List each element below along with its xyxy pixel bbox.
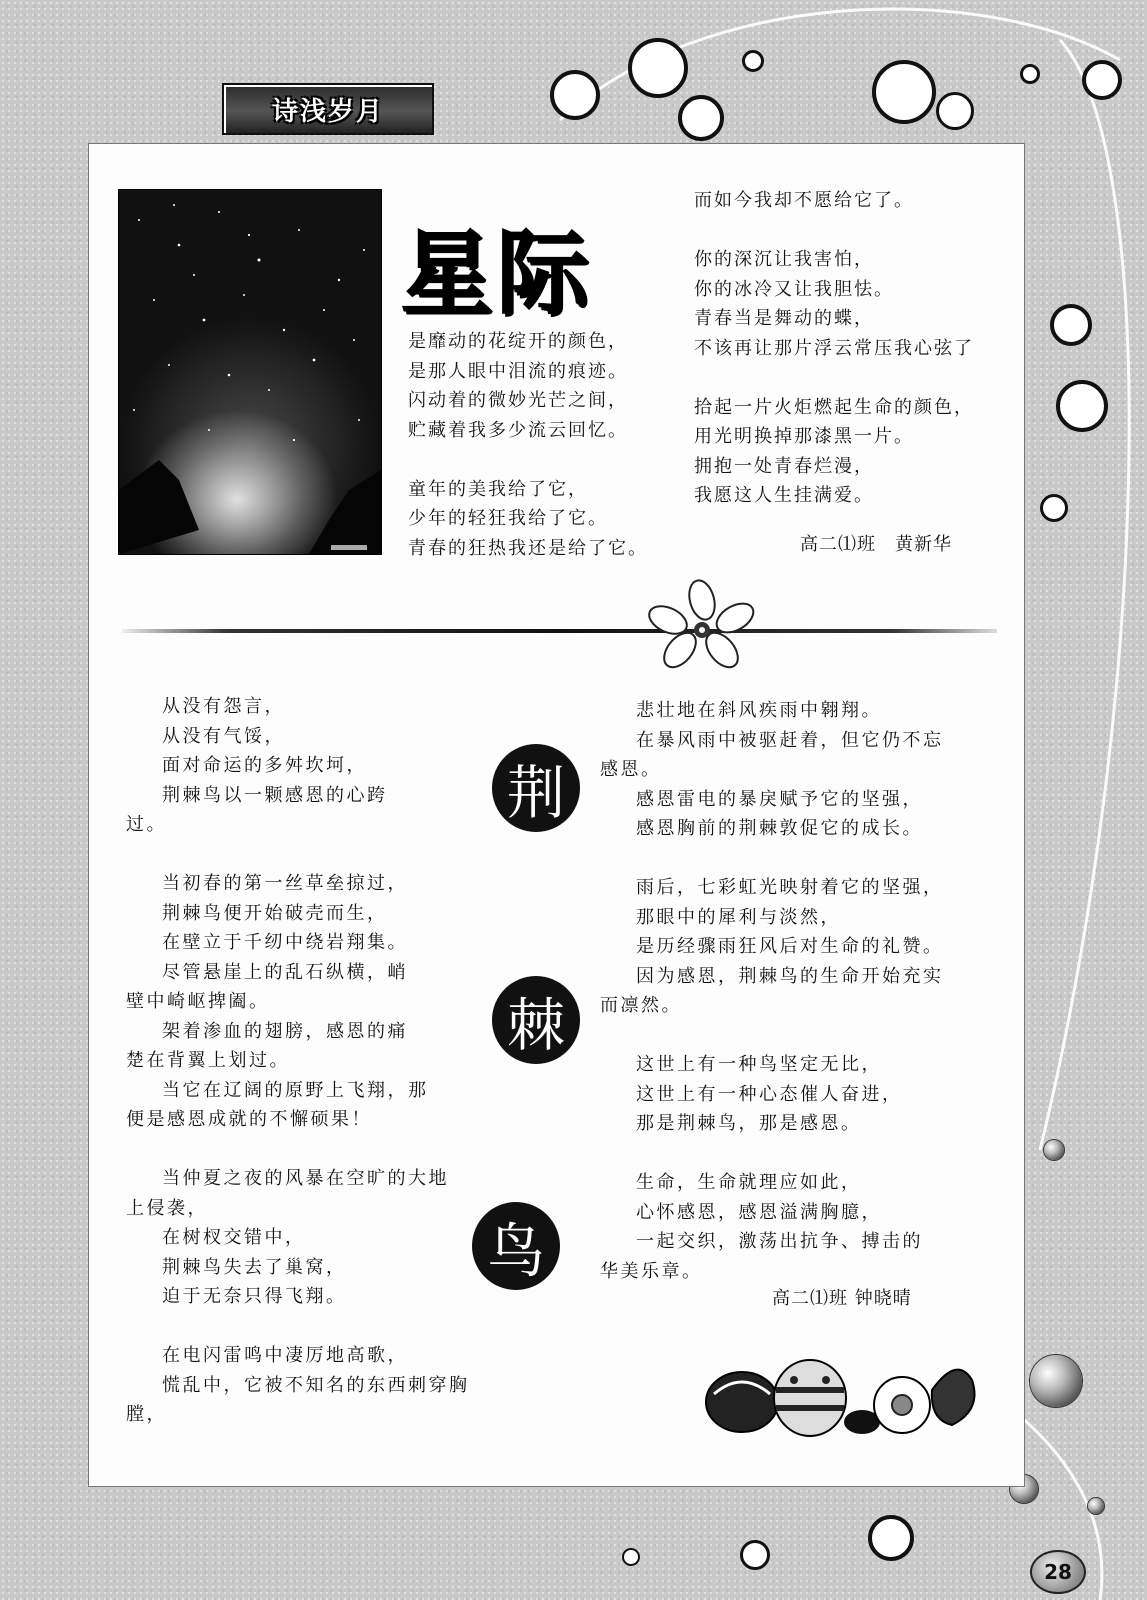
decorative-ring	[1056, 380, 1108, 432]
photo-credit-mark	[331, 545, 367, 550]
stanza-gap	[600, 1139, 1000, 1169]
poem-line: 在暴风雨中被驱赶着，但它仍不忘	[636, 729, 944, 751]
decorative-ring	[1050, 304, 1092, 346]
flower-icon	[640, 578, 760, 678]
decorative-ring	[740, 1540, 770, 1570]
decorative-ring	[1020, 64, 1040, 84]
stanza-gap	[408, 445, 648, 475]
poem-line: 膛，	[126, 1404, 167, 1425]
decorative-ring	[872, 60, 936, 124]
poem-line: 壁中崎岖捭阖。	[126, 991, 270, 1012]
poem-line: 你的深沉让我害怕，	[694, 249, 874, 270]
decorative-ring	[868, 1515, 914, 1561]
decorative-bead	[1030, 1355, 1082, 1407]
page-number: 28	[1030, 1550, 1086, 1594]
stanza-gap	[694, 363, 974, 393]
poem-line: 从没有怨言，	[162, 696, 285, 717]
poem-line: 生命，生命就理应如此，	[636, 1172, 862, 1193]
decorative-ring	[628, 38, 688, 98]
poem-line: 贮藏着我多少流云回忆。	[408, 419, 628, 441]
decorative-bead	[1044, 1140, 1064, 1160]
poem-column-1	[408, 327, 648, 563]
section-tab	[222, 83, 434, 135]
poem-column-2	[694, 186, 974, 511]
poem-line: 当它在辽阔的原野上飞翔，那	[162, 1079, 429, 1101]
night-sky-photo	[118, 189, 382, 555]
poem-line: 一起交织，激荡出抗争、搏击的	[636, 1231, 923, 1252]
title-char-disc: 荆	[492, 744, 580, 832]
poem-line: 这世上有一种心态催人奋进，	[636, 1083, 903, 1105]
stanza-gap	[126, 840, 526, 870]
poem-line: 面对命运的多舛坎坷，	[162, 755, 367, 776]
poem-line: 是历经骤雨狂风后对生命的礼赞。	[636, 936, 944, 957]
title-char-disc: 鸟	[472, 1202, 560, 1290]
poem-line: 青春当是舞动的蝶，	[694, 308, 874, 329]
poem-line: 悲壮地在斜风疾雨中翱翔。	[636, 700, 882, 721]
stanza-gap	[694, 216, 974, 246]
poem-author: 高二⑴班 钟晓晴	[772, 1288, 912, 1309]
stanza-gap	[600, 1021, 1000, 1051]
poem-line: 当初春的第一丝草垒掠过，	[162, 873, 408, 894]
poem-author: 高二⑴班 黄新华	[800, 534, 952, 555]
poem-line: 架着渗血的翅膀，感恩的痛	[162, 1020, 408, 1042]
poem-line: 感恩胸前的荆棘敦促它的成长。	[636, 818, 923, 839]
poem-line: 是那人眼中泪流的痕迹。	[408, 360, 628, 382]
poem-line: 过。	[126, 814, 167, 835]
poem-line: 心怀感恩，感恩溢满胸臆，	[636, 1201, 882, 1223]
decorative-ring	[678, 95, 724, 141]
poem-line: 迫于无奈只得飞翔。	[162, 1286, 347, 1307]
stanza-gap	[126, 1135, 526, 1165]
stanza-gap	[600, 844, 1000, 874]
poem-line: 当仲夏之夜的风暴在空旷的大地	[162, 1168, 449, 1189]
poem-body-right	[600, 696, 1000, 1286]
poem-line: 是靡动的花绽开的颜色，	[408, 331, 628, 352]
decorative-ring	[1040, 494, 1068, 522]
poem-line: 因为感恩，荆棘鸟的生命开始充实	[636, 965, 944, 987]
star-field	[119, 190, 381, 554]
poem-line: 便是感恩成就的不懈硕果！	[126, 1109, 372, 1130]
poem-line: 华美乐章。	[600, 1260, 703, 1282]
poem-line: 在树杈交错中，	[162, 1227, 306, 1248]
decorative-ring	[550, 70, 600, 120]
decorative-ring	[1082, 60, 1122, 100]
easter-eggs-illustration	[702, 1350, 982, 1440]
section-divider	[122, 629, 997, 633]
title-char-disc: 棘	[492, 976, 580, 1064]
poem-line: 青春的狂热我还是给了它。	[408, 537, 648, 559]
poem-line: 不该再让那片浮云常压我心弦了	[694, 337, 974, 359]
poem-line: 那是荆棘鸟，那是感恩。	[636, 1113, 862, 1134]
poem-line: 荆棘鸟以一颗感恩的心跨	[162, 784, 388, 806]
poem-line: 感恩雷电的暴戾赋予它的坚强，	[636, 788, 923, 810]
stanza-gap	[126, 1312, 526, 1342]
poem-line: 用光明换掉那漆黑一片。	[694, 426, 914, 447]
poem-line: 童年的美我给了它，	[408, 478, 588, 500]
poem-line: 你的冰冷又让我胆怯。	[694, 278, 894, 300]
poem-line: 慌乱中，它被不知名的东西刺穿胸	[162, 1374, 470, 1396]
poem-line: 那眼中的犀利与淡然，	[636, 906, 841, 928]
poem-line: 而凛然。	[600, 995, 682, 1016]
poem-line: 上侵袭，	[126, 1197, 208, 1219]
poem-line: 尽管悬崖上的乱石纵横，峭	[162, 961, 408, 983]
poem-line: 这世上有一种鸟坚定无比，	[636, 1054, 882, 1075]
poem-line: 雨后，七彩虹光映射着它的坚强，	[636, 877, 944, 898]
section-label: 诗浅岁月	[271, 96, 384, 127]
poem-line: 在壁立于千纫中绕岩翔集。	[162, 932, 408, 953]
poem-line: 我愿这人生挂满爱。	[694, 485, 874, 506]
poem-line: 荆棘鸟失去了巢窝，	[162, 1256, 347, 1278]
poem-title: 星际	[400, 220, 593, 327]
poem-line: 从没有气馁，	[162, 725, 285, 747]
decorative-ring	[742, 50, 764, 72]
poem-line: 感恩。	[600, 759, 662, 780]
decorative-ring	[622, 1548, 640, 1566]
poem-line: 楚在背翼上划过。	[126, 1050, 290, 1071]
poem-line: 拥抱一处青春烂漫，	[694, 455, 874, 477]
poem-line: 闪动着的微妙光芒之间，	[408, 390, 628, 411]
decorative-bead	[1088, 1498, 1104, 1514]
poem-line: 拾起一片火炬燃起生命的颜色，	[694, 396, 974, 418]
decorative-ring	[936, 92, 974, 130]
poem-line: 荆棘鸟便开始破壳而生，	[162, 902, 388, 924]
poem-line: 少年的轻狂我给了它。	[408, 508, 608, 529]
poem-line: 而如今我却不愿给它了。	[694, 190, 914, 211]
poem-line: 在电闪雷鸣中凄厉地高歌，	[162, 1345, 408, 1366]
poem-body-left	[126, 692, 526, 1430]
